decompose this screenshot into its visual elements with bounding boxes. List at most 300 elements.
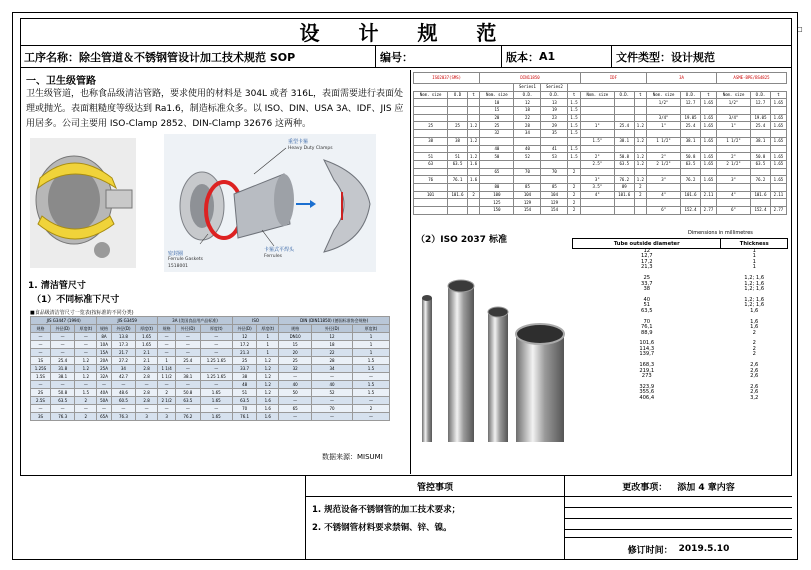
table-cell: DN10 xyxy=(279,333,312,341)
table-cell: 63.5 xyxy=(176,397,200,405)
std-table-cell: 1.65 xyxy=(770,176,786,184)
table-cell: 1 xyxy=(352,333,389,341)
table-cell: — xyxy=(31,381,51,389)
std-column-header: Nom. size xyxy=(647,91,681,99)
table-row xyxy=(31,365,390,373)
std-table-cell xyxy=(580,107,614,115)
iso-thickness-cell: 1,6 xyxy=(750,307,759,314)
filetype-cell xyxy=(612,46,792,67)
std-table-cell: 19 xyxy=(541,107,568,115)
std-table-cell: 125 xyxy=(480,199,514,207)
table-cell: 21.3 xyxy=(232,349,256,357)
table-cell: — xyxy=(75,341,97,349)
iso-thickness-cell: 1 xyxy=(752,264,756,271)
std-table-cell xyxy=(647,130,681,138)
jis-table-title: ■食品级清洁管尺寸一览表(按标准的不同分类) xyxy=(30,310,134,316)
table-row xyxy=(31,341,390,349)
table-cell: 1 xyxy=(158,357,176,365)
table-cell: 31.8 xyxy=(50,365,74,373)
table-group-header: DIN (DIN11850) (德国标准协会规格) xyxy=(279,317,390,325)
std-table-cell: 1.5 xyxy=(568,145,580,153)
table-cell: 1.2 xyxy=(257,389,279,397)
std-column-header: Nom. size xyxy=(414,91,448,99)
change-line xyxy=(565,519,792,530)
std-table-cell: 25 xyxy=(448,122,468,130)
table-cell: — xyxy=(200,365,232,373)
std-table-cell xyxy=(716,130,750,138)
std-table-cell: 35 xyxy=(541,130,568,138)
table-cell: — xyxy=(200,341,232,349)
table-cell: 12 xyxy=(232,333,256,341)
std-table-cell xyxy=(681,107,701,115)
std-table-cell: 19.05 xyxy=(681,114,701,122)
iso2037-heading: （2）ISO 2037 标准 xyxy=(416,235,508,245)
std-table-cell: 1.65 xyxy=(770,99,786,107)
table-cell: 8A xyxy=(97,333,111,341)
std-table-cell: 154 xyxy=(541,207,568,215)
change-lines xyxy=(565,497,792,530)
std-table-cell xyxy=(448,107,468,115)
table-cell: 1.5 xyxy=(352,381,389,389)
table-cell: 1.2 xyxy=(75,357,97,365)
std-table-cell: 3" xyxy=(647,176,681,184)
std-series-label: Series1 xyxy=(514,84,541,92)
iso-od-cell: 12,7 xyxy=(640,253,653,260)
std-table-cell xyxy=(514,176,541,184)
std-table-cell: 1.65 xyxy=(700,137,716,145)
std-table-cell: 3/4" xyxy=(647,114,681,122)
std-table-cell xyxy=(647,168,681,176)
table-cell: 1 1/2 xyxy=(158,373,176,381)
iso-od-cell: 168,3 xyxy=(639,362,655,369)
table-cell: 50.8 xyxy=(50,389,74,397)
std-table-cell xyxy=(647,107,681,115)
std-table-cell: 18 xyxy=(514,107,541,115)
std-table-cell xyxy=(751,145,771,153)
std-table-cell xyxy=(448,130,468,138)
table-cell: 15A xyxy=(97,349,111,357)
table-cell: 32A xyxy=(97,373,111,381)
table-cell: 34 xyxy=(111,365,135,373)
table-cell: 1.2 xyxy=(257,365,279,373)
table-cell: 3S xyxy=(31,413,51,421)
std-column-header: O.D. xyxy=(681,91,701,99)
iso-table-row xyxy=(573,396,788,401)
table-cell: 21.7 xyxy=(111,349,135,357)
std-table-cell: 2" xyxy=(647,153,681,161)
std-table-cell: 1.65 xyxy=(770,114,786,122)
std-table-cell xyxy=(634,145,646,153)
std-table-cell xyxy=(700,168,716,176)
change-box xyxy=(564,476,792,560)
std-column-header: t xyxy=(770,91,786,99)
std-table-cell: 1" xyxy=(580,122,614,130)
std-table-cell: 1.5 xyxy=(568,122,580,130)
std-table-cell: 101.6 xyxy=(681,191,701,199)
std-table-body xyxy=(414,99,787,214)
iso-od-cell: 25 xyxy=(643,275,651,282)
table-cell: 48.6 xyxy=(111,389,135,397)
std-table-cell: 1.2 xyxy=(467,122,479,130)
std-group-header: ISO2037(SMS) xyxy=(414,73,480,84)
iso-table-body xyxy=(573,249,788,402)
std-table-cell: 29 xyxy=(541,122,568,130)
std-table-row xyxy=(414,207,787,215)
clamp-label-ferrule-en: Ferrules xyxy=(264,254,282,259)
table-cell: 17.3 xyxy=(111,341,135,349)
table-cell: — xyxy=(158,349,176,357)
std-table-cell: 2.77 xyxy=(770,207,786,215)
std-column-header: O.D. xyxy=(541,91,568,99)
table-cell: — xyxy=(31,333,51,341)
table-cell: 38.1 xyxy=(176,373,200,381)
std-table-cell: 19.05 xyxy=(751,114,771,122)
table-group-header: ISO xyxy=(232,317,278,325)
table-cell: 1.2 xyxy=(257,373,279,381)
info-row xyxy=(20,46,792,68)
std-table-cell: 51 xyxy=(448,153,468,161)
std-table-cell: 22 xyxy=(514,114,541,122)
std-table-cell xyxy=(414,130,448,138)
iso-thickness-cell: 2 xyxy=(752,340,756,347)
iso-od-cell: 17,2 xyxy=(640,258,653,265)
std-group-header: 3A xyxy=(647,73,717,84)
std-table-cell: 3.5" xyxy=(580,183,614,191)
table-subheader-row xyxy=(31,325,390,333)
std-table-cell: 1.5 xyxy=(568,99,580,107)
std-table-cell xyxy=(716,145,750,153)
std-table-cell: 152.4 xyxy=(751,207,771,215)
std-table-cell xyxy=(467,107,479,115)
iso-od-cell: 63,5 xyxy=(640,307,653,314)
std-table-cell xyxy=(467,145,479,153)
std-table-cell xyxy=(541,176,568,184)
table-cell: 40A xyxy=(97,389,111,397)
std-column-header: O.D xyxy=(448,91,468,99)
std-table-cell: 104 xyxy=(541,191,568,199)
iso-thickness-cell: 2,6 xyxy=(750,373,759,380)
table-cell: 1 xyxy=(257,341,279,349)
table-cell: — xyxy=(75,333,97,341)
std-table-cell: 2 1/2" xyxy=(647,160,681,168)
table-cell: 1.5S xyxy=(31,373,51,381)
std-table-cell: 52 xyxy=(514,153,541,161)
table-cell: — xyxy=(158,341,176,349)
std-table-cell xyxy=(700,130,716,138)
table-row xyxy=(31,333,390,341)
std-table-cell xyxy=(580,130,614,138)
std-table-cell: 1.65 xyxy=(700,122,716,130)
iso-od-cell: 40 xyxy=(643,296,651,303)
std-table-cell xyxy=(634,107,646,115)
std-table-cell: 38 xyxy=(448,137,468,145)
std-table-row xyxy=(414,130,787,138)
std-table-cell xyxy=(414,207,448,215)
std-table-cell: 1.65 xyxy=(770,160,786,168)
std-table-cell xyxy=(580,207,614,215)
revision-row xyxy=(565,537,792,560)
table-row xyxy=(31,389,390,397)
table-cell: 1 xyxy=(257,349,279,357)
table-cell: 1.2 xyxy=(257,381,279,389)
std-column-header: Nom. size xyxy=(480,91,514,99)
std-column-header: O.D. xyxy=(751,91,771,99)
std-table-cell: 12.7 xyxy=(681,99,701,107)
table-cell: 2S xyxy=(31,389,51,397)
std-table-cell xyxy=(541,137,568,145)
table-cell: — xyxy=(75,349,97,357)
std-table-cell xyxy=(770,183,786,191)
std-table-cell xyxy=(634,199,646,207)
std-column-header: t xyxy=(700,91,716,99)
table-row xyxy=(31,413,390,421)
table-cell: 51 xyxy=(232,389,256,397)
std-table-cell xyxy=(716,183,750,191)
table-cell: 76.3 xyxy=(50,413,74,421)
std-table-cell: 51 xyxy=(414,153,448,161)
table-cell: 2 xyxy=(75,413,97,421)
footer-blank xyxy=(20,476,305,560)
std-table-cell xyxy=(514,137,541,145)
table-cell: — xyxy=(111,405,135,413)
std-table-cell: 38 xyxy=(414,137,448,145)
iso-head-thickness: Thickness xyxy=(721,239,788,249)
std-table-cell: 129 xyxy=(541,199,568,207)
table-cell: — xyxy=(97,405,111,413)
iso-thickness-cell: 3,2 xyxy=(750,394,759,401)
std-table-row xyxy=(414,145,787,153)
std-table-cell xyxy=(614,130,634,138)
table-cell: 50 xyxy=(279,389,312,397)
std-table-cell: 1.65 xyxy=(700,176,716,184)
std-table-cell xyxy=(751,199,771,207)
number-label: 编号： xyxy=(380,50,413,64)
std-table-cell xyxy=(414,99,448,107)
std-table-cell: 34 xyxy=(514,130,541,138)
sanitary-paragraph: 卫生级管道，也称食品级清洁管路，要求使用的材料是 304L 或者 316L，表面需要进行表面处理或抛光。表面粗糙度等级达到 Ra1.6，制造标准众多。以 ISO、DIN、USA 3A、IDF、JIS 应用居多。公司主要用 ISO-Clamp 2852、DIN-Clamp 32676 这两种。 xyxy=(26,89,404,129)
table-cell: 1.2 xyxy=(75,365,97,373)
std-table-cell xyxy=(448,145,468,153)
table-cell: 76.2 xyxy=(176,413,200,421)
std-column-header: t xyxy=(467,91,479,99)
table-cell: 42.7 xyxy=(111,373,135,381)
table-group-header: JIS G3447 (1994) xyxy=(31,317,97,325)
table-cell: 63.5 xyxy=(232,397,256,405)
std-table-cell: 1.5" xyxy=(580,137,614,145)
std-table-cell xyxy=(414,168,448,176)
table-cell: 2.8 xyxy=(136,365,158,373)
std-table-cell: 101.6 xyxy=(751,191,771,199)
iso-od-cell: 51 xyxy=(643,302,651,309)
clamp-label-heavy-cn: 重型卡箍 xyxy=(288,139,309,145)
std-group-header: DIN11850 xyxy=(480,73,580,84)
table-cell: 25 xyxy=(279,357,312,365)
iso-thickness-cell: 1,2; 1,6 xyxy=(744,286,765,293)
table-subheader-cell: 规格 xyxy=(158,325,176,333)
std-column-header: t xyxy=(634,91,646,99)
std-table-cell: 25 xyxy=(414,122,448,130)
table-cell: 2 xyxy=(158,389,176,397)
table-cell: 2.1 xyxy=(136,357,158,365)
std-table-row xyxy=(414,199,787,207)
table-cell: 2 xyxy=(352,405,389,413)
iso-od-cell: 12 xyxy=(643,248,651,255)
std-group-header: IDF xyxy=(580,73,646,84)
table-cell: — xyxy=(200,405,232,413)
std-table-cell: 4" xyxy=(716,191,750,199)
std-column-header-row xyxy=(414,91,787,99)
std-table-cell: 2" xyxy=(580,153,614,161)
table-cell: — xyxy=(200,333,232,341)
std-table-cell: 50 xyxy=(480,153,514,161)
document-title: 设 计 规 范 xyxy=(20,18,792,46)
table-cell: — xyxy=(176,333,200,341)
iso-thickness-cell: 1 xyxy=(752,253,756,260)
std-table-cell: 63.5 xyxy=(681,160,701,168)
std-table-cell xyxy=(568,160,580,168)
std-table-cell: 76 xyxy=(414,176,448,184)
std-table-cell: 1.2 xyxy=(634,122,646,130)
table-cell: 20A xyxy=(97,357,111,365)
std-table-cell: 50.8 xyxy=(681,153,701,161)
std-table-cell xyxy=(580,168,614,176)
std-table-cell xyxy=(414,145,448,153)
std-table-cell: 1/2" xyxy=(647,99,681,107)
iso-od-cell: 406,4 xyxy=(639,394,655,401)
table-cell: 1.65 xyxy=(200,397,232,405)
table-cell: 34 xyxy=(312,365,353,373)
table-cell: 25A xyxy=(97,365,111,373)
process-label: 工序名称： xyxy=(24,50,79,64)
std-table-cell: 2 xyxy=(467,191,479,199)
std-table-cell xyxy=(467,99,479,107)
table-cell: 40 xyxy=(279,381,312,389)
std-table-cell: 2.11 xyxy=(700,191,716,199)
table-cell: — xyxy=(50,349,74,357)
std-table-cell xyxy=(480,176,514,184)
corner-mark: □ xyxy=(797,26,803,33)
table-cell: — xyxy=(176,381,200,389)
table-cell: — xyxy=(31,405,51,413)
std-table-cell: 1.5 xyxy=(568,130,580,138)
clamp-label-heavy-en: Heavy Duty Clamps xyxy=(288,146,333,151)
std-table-cell: 1.65 xyxy=(700,114,716,122)
std-table-cell xyxy=(770,107,786,115)
std-table-cell: 1.65 xyxy=(770,122,786,130)
std-table-row xyxy=(414,122,787,130)
table-source: 数据来源：MISUMI xyxy=(322,453,383,461)
std-table-row xyxy=(414,183,787,191)
table-cell: 1.2 xyxy=(257,357,279,365)
std-table-cell xyxy=(770,168,786,176)
table-cell: 1.5 xyxy=(352,357,389,365)
iso-thickness-cell: 1 xyxy=(752,258,756,265)
std-table-cell xyxy=(716,107,750,115)
table-subheader-cell: 厚度(t) xyxy=(75,325,97,333)
table-cell: 76.1 xyxy=(232,413,256,421)
std-table-cell: 76.2 xyxy=(751,176,771,184)
iso-thickness-cell: 1,2; 1,6 xyxy=(744,302,765,309)
table-subheader-cell: 规格 xyxy=(279,325,312,333)
table-subheader-cell: 厚度(t) xyxy=(136,325,158,333)
table-subheader-cell: 外径(D) xyxy=(176,325,200,333)
std-table-cell: 1.2 xyxy=(634,153,646,161)
std-table-cell xyxy=(770,199,786,207)
std-table-cell: 1.2 xyxy=(634,160,646,168)
std-table-cell: 50.8 xyxy=(614,153,634,161)
table-cell: 22 xyxy=(312,349,353,357)
table-row xyxy=(31,381,390,389)
change-line xyxy=(565,508,792,519)
std-table-cell: 6" xyxy=(716,207,750,215)
std-table-cell: 1.2 xyxy=(634,137,646,145)
std-table-cell: 2 xyxy=(634,183,646,191)
table-cell: 33.7 xyxy=(232,365,256,373)
std-table-cell xyxy=(614,199,634,207)
table-cell: 1.5 xyxy=(352,389,389,397)
std-column-header: Nom. size xyxy=(580,91,614,99)
table-row xyxy=(31,349,390,357)
table-cell: — xyxy=(136,405,158,413)
table-cell: 52 xyxy=(312,389,353,397)
std-table-cell: 25.4 xyxy=(614,122,634,130)
table-cell: 2 xyxy=(75,397,97,405)
table-cell: 20 xyxy=(279,349,312,357)
std-table-cell xyxy=(634,114,646,122)
std-table-cell xyxy=(681,183,701,191)
table-cell: 2 1/2 xyxy=(158,397,176,405)
table-row xyxy=(31,357,390,365)
table-cell: — xyxy=(279,413,312,421)
table-cell: 60.5 xyxy=(111,397,135,405)
std-table-cell: 1.6 xyxy=(467,160,479,168)
table-cell: 1 xyxy=(352,349,389,357)
std-table-cell: 76.1 xyxy=(448,176,468,184)
iso-od-cell: 219,1 xyxy=(639,367,655,374)
std-table-cell: 12.7 xyxy=(751,99,771,107)
std-table-cell: 1.65 xyxy=(770,153,786,161)
std-table-cell xyxy=(716,168,750,176)
section-pipe-size: 1. 清洁管尺寸 xyxy=(28,281,86,291)
table-cell: — xyxy=(75,381,97,389)
std-table-cell: 32 xyxy=(480,130,514,138)
std-table-row xyxy=(414,107,787,115)
change-value: 添加 4 章内容 xyxy=(677,482,735,493)
std-table-cell: 85 xyxy=(514,183,541,191)
std-table-cell xyxy=(700,199,716,207)
std-table-cell xyxy=(770,130,786,138)
std-table-cell xyxy=(681,145,701,153)
std-table-cell: 1.65 xyxy=(700,160,716,168)
std-table-cell: 89 xyxy=(614,183,634,191)
table-cell: 28 xyxy=(312,357,353,365)
table-cell: 50.8 xyxy=(176,389,200,397)
table-cell: 15 xyxy=(279,341,312,349)
std-table-cell xyxy=(414,107,448,115)
number-cell xyxy=(376,46,502,67)
table-subheader-cell: 外径(D) xyxy=(312,325,353,333)
table-cell: 2.1 xyxy=(136,349,158,357)
std-table-cell: 2 xyxy=(568,207,580,215)
std-table-cell: 3" xyxy=(716,176,750,184)
table-cell: 25.4 xyxy=(50,357,74,365)
table-subheader-cell: 厚度(t) xyxy=(352,325,389,333)
std-table-cell: 4" xyxy=(580,191,614,199)
control-items-box xyxy=(305,476,564,560)
table-cell: 1.25 1.65 xyxy=(200,373,232,381)
std-table-cell: 1.2 xyxy=(634,176,646,184)
std-table-row xyxy=(414,168,787,176)
